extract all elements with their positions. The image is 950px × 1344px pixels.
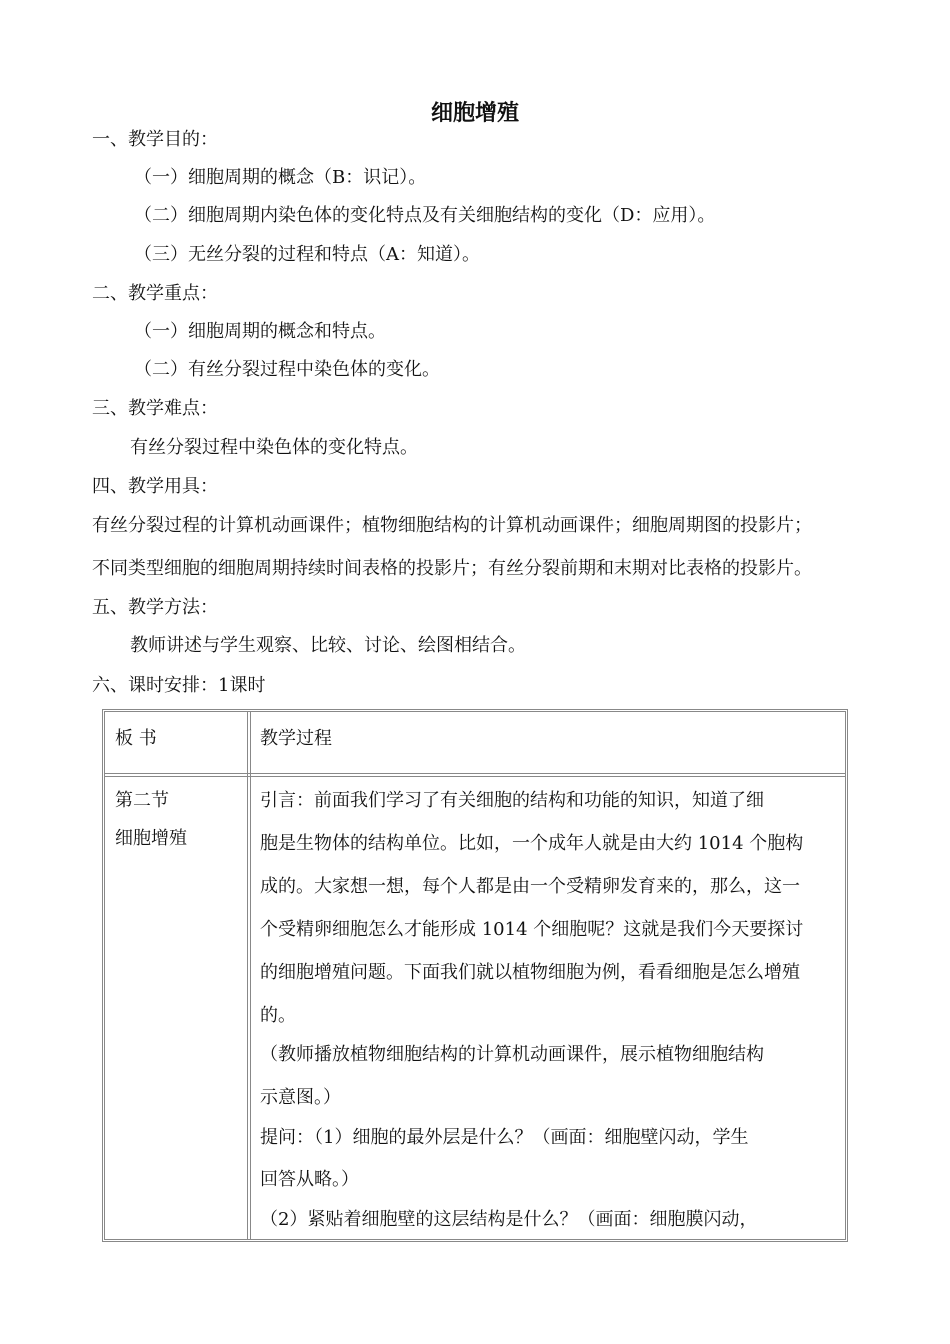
process-line: 回答从略。） <box>260 1169 359 1190</box>
process-line: 的。 <box>260 1005 296 1026</box>
section-heading-objectives: 一、教学目的： <box>92 129 218 150</box>
process-line: 的细胞增殖问题。下面我们就以植物细胞为例，看看细胞是怎么增殖 <box>260 962 800 983</box>
objective-item: （一）细胞周期的概念（B：识记）。 <box>134 167 427 188</box>
section-heading-difficulties: 三、教学难点： <box>92 398 218 419</box>
process-line: （教师播放植物细胞结构的计算机动画课件，展示植物细胞结构 <box>260 1044 764 1065</box>
key-point-item: （一）细胞周期的概念和特点。 <box>134 321 386 342</box>
table-header-board: 板 书 <box>115 728 157 749</box>
section-heading-tools: 四、教学用具： <box>92 476 218 497</box>
document-title: 细胞增殖 <box>430 101 519 126</box>
lesson-table <box>102 709 848 1242</box>
process-line: 个受精卵细胞怎么才能形成 1014 个细胞呢？这就是我们今天要探讨 <box>260 919 804 940</box>
process-line: 示意图。） <box>260 1087 341 1108</box>
process-line: 胞是生物体的结构单位。比如，一个成年人就是由大约 1014 个胞构 <box>260 833 804 854</box>
section-heading-schedule: 六、课时安排：1课时 <box>92 675 266 696</box>
process-line: 引言：前面我们学习了有关细胞的结构和功能的知识，知道了细 <box>260 790 764 811</box>
table-column-divider <box>247 712 251 1239</box>
tools-text-line: 有丝分裂过程的计算机动画课件；植物细胞结构的计算机动画课件；细胞周期图的投影片； <box>92 515 812 536</box>
tools-text-line: 不同类型细胞的细胞周期持续时间表格的投影片；有丝分裂前期和末期对比表格的投影片。 <box>92 558 812 579</box>
table-row-divider <box>105 773 845 777</box>
process-line: （2）紧贴着细胞壁的这层结构是什么？（画面：细胞膜闪动， <box>260 1209 758 1230</box>
section-heading-methods: 五、教学方法： <box>92 597 218 618</box>
methods-text: 教师讲述与学生观察、比较、讨论、绘图相结合。 <box>130 635 526 656</box>
key-point-item: （二）有丝分裂过程中染色体的变化。 <box>134 359 440 380</box>
process-line: 成的。大家想一想，每个人都是由一个受精卵发育来的，那么，这一 <box>260 876 800 897</box>
process-line: 提问：（1）细胞的最外层是什么？（画面：细胞壁闪动，学生 <box>260 1127 749 1148</box>
board-section-number: 第二节 <box>115 790 169 811</box>
difficulty-text: 有丝分裂过程中染色体的变化特点。 <box>130 437 418 458</box>
board-section-title: 细胞增殖 <box>115 828 187 849</box>
table-header-process: 教学过程 <box>260 728 332 749</box>
objective-item: （三）无丝分裂的过程和特点（A：知道）。 <box>134 244 480 265</box>
section-heading-key-points: 二、教学重点： <box>92 283 218 304</box>
objective-item: （二）细胞周期内染色体的变化特点及有关细胞结构的变化（D：应用）。 <box>134 205 716 226</box>
